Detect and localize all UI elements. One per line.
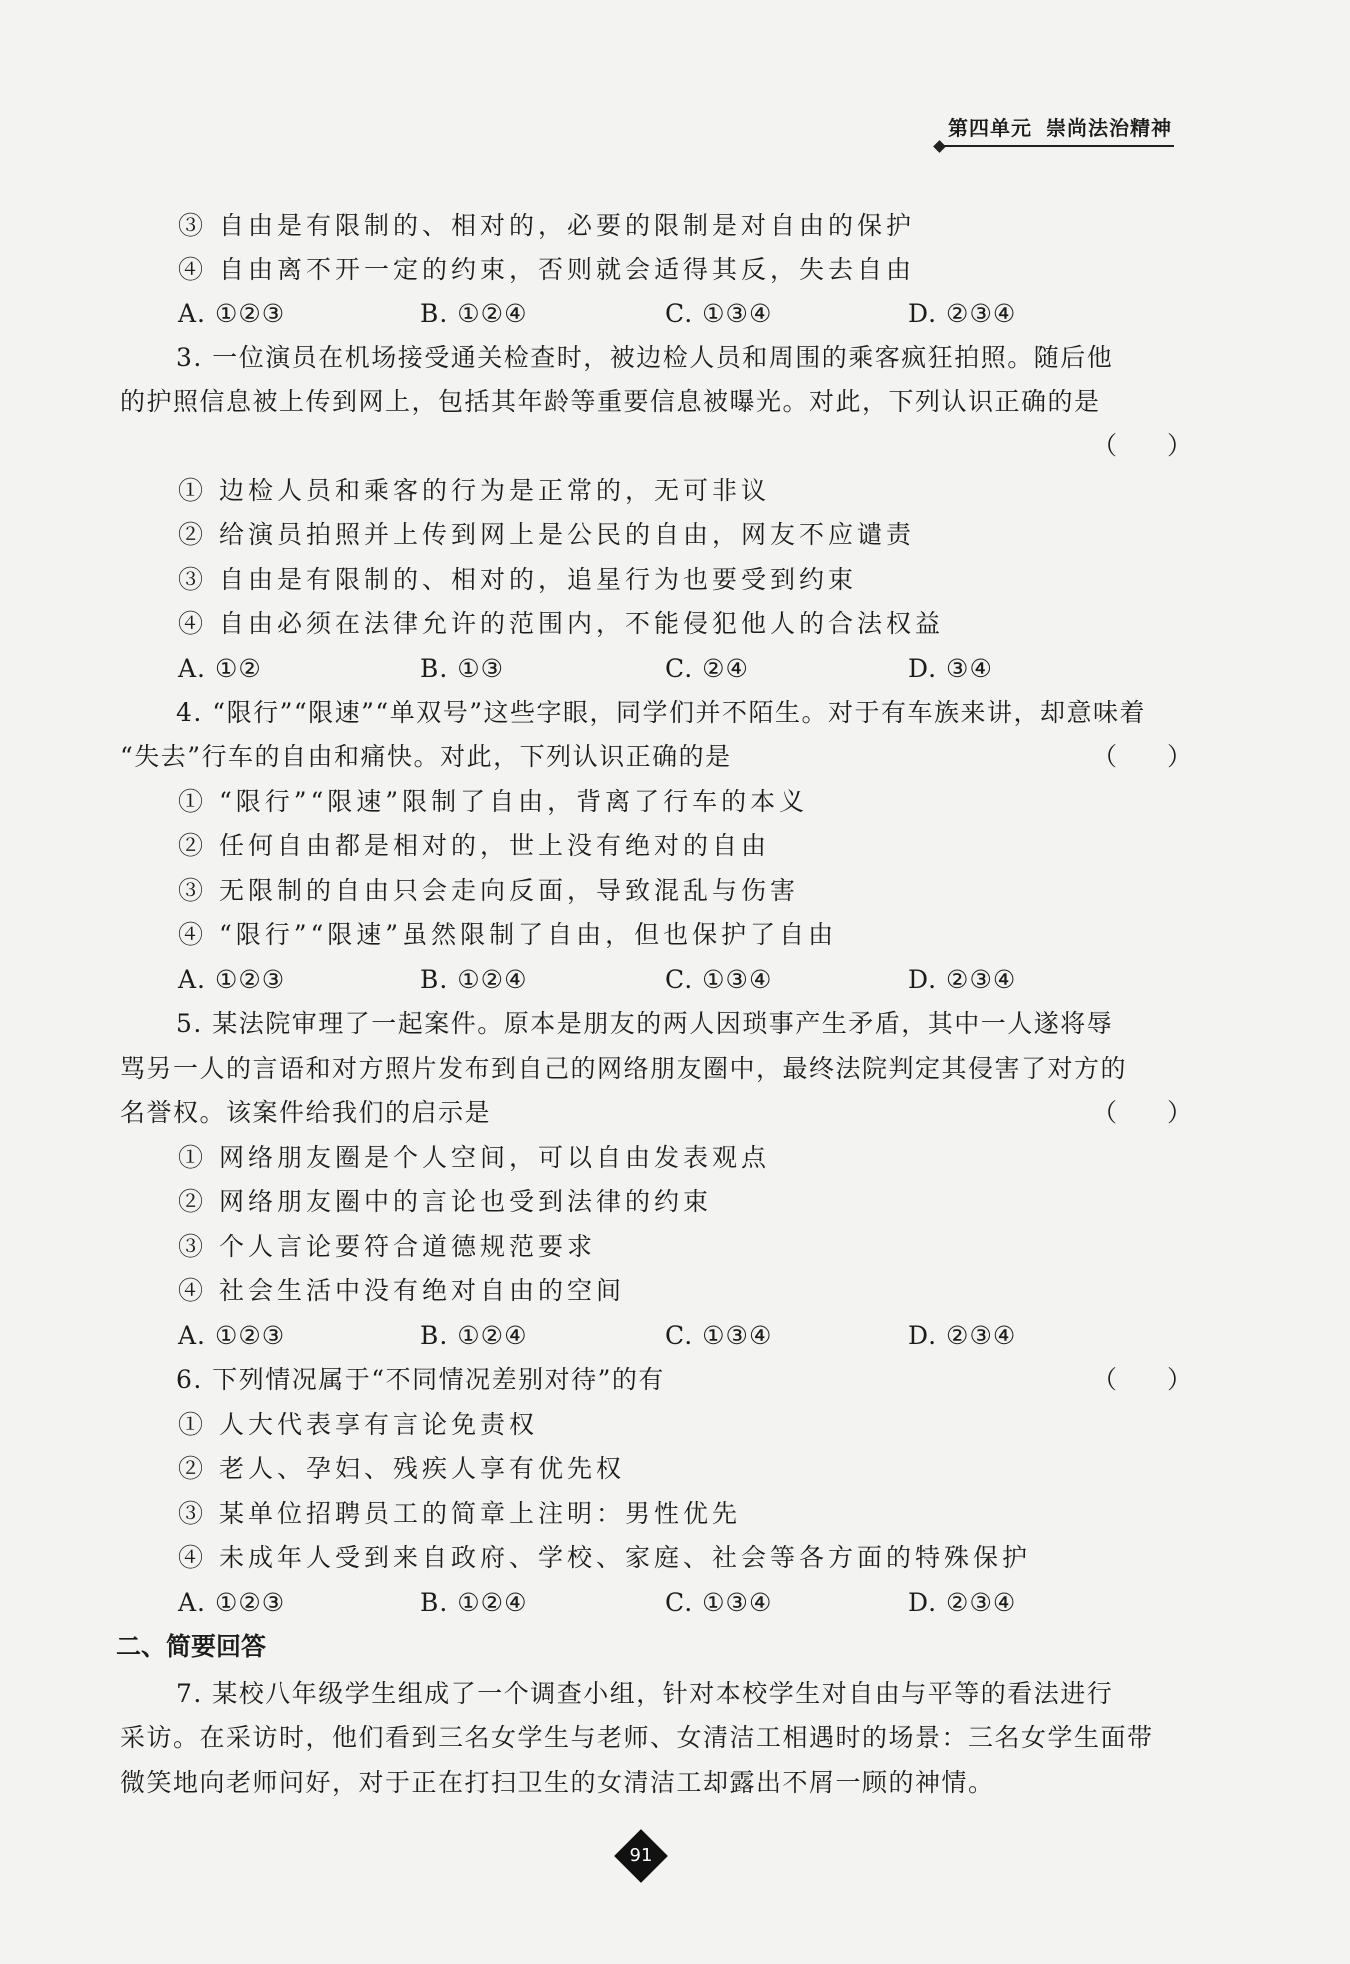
q3-option-d: D. ③④ [908,654,993,683]
q3-stem-line-1: 3. 一位演员在机场接受通关检查时，被边检人员和周围的乘客疯狂拍照。随后他 [176,343,1114,372]
q5-option-b: B. ①②④ [420,1321,528,1350]
page-number-badge [615,1830,667,1882]
header-title: 崇尚法治精神 [1046,116,1172,140]
q5-item-3: ③ 个人言论要符合道德规范要求 [178,1232,596,1261]
q6-option-c: C. ①③④ [665,1588,773,1617]
q2-option-c: C. ①③④ [665,299,773,328]
q5-answer-blank: （ ） [1092,1098,1193,1127]
q3-item-1: ① 边检人员和乘客的行为是正常的，无可非议 [178,476,770,505]
header-unit: 第四单元 [948,116,1032,140]
q5-option-c: C. ①③④ [665,1321,773,1350]
q6-item-4: ④ 未成年人受到来自政府、学校、家庭、社会等各方面的特殊保护 [178,1543,1031,1572]
q3-item-3: ③ 自由是有限制的、相对的，追星行为也要受到约束 [178,565,857,594]
q3-option-b: B. ①③ [420,654,505,683]
section-title: 二、简要回答 [116,1632,267,1661]
q3-item-4: ④ 自由必须在法律允许的范围内，不能侵犯他人的合法权益 [178,609,944,638]
q4-item-1: ① “限行”“限速”限制了自由，背离了行车的本义 [178,787,809,816]
q4-item-2: ② 任何自由都是相对的，世上没有绝对的自由 [178,831,770,860]
q2-option-b: B. ①②④ [420,299,528,328]
q6-option-a: A. ①②③ [178,1588,286,1617]
q5-item-4: ④ 社会生活中没有绝对自由的空间 [178,1276,625,1305]
q5-stem-line-3: 名誉权。该案件给我们的启示是 [120,1098,492,1127]
q5-stem-line-1: 5. 某法院审理了一起案件。原本是朋友的两人因琐事产生矛盾，其中一人遂将辱 [176,1009,1114,1038]
q4-item-4: ④ “限行”“限速”虽然限制了自由，但也保护了自由 [178,920,838,949]
header-text [940,112,1174,147]
q6-item-1: ① 人大代表享有言论免责权 [178,1410,538,1439]
q4-item-3: ③ 无限制的自由只会走向反面，导致混乱与伤害 [178,876,799,905]
q7-stem-line-3: 微笑地向老师问好，对于正在打扫卫生的女清洁工却露出不屑一顾的神情。 [120,1768,995,1797]
q6-item-3: ③ 某单位招聘员工的简章上注明：男性优先 [178,1499,741,1528]
q4-option-a: A. ①②③ [178,965,286,994]
q4-stem-line-2: “失去”行车的自由和痛快。对此，下列认识正确的是 [120,742,732,771]
q2-item-4: ④ 自由离不开一定的约束，否则就会适得其反，失去自由 [178,255,915,284]
q5-item-2: ② 网络朋友圈中的言论也受到法律的约束 [178,1187,712,1216]
q6-answer-blank: （ ） [1092,1365,1193,1394]
q3-answer-blank: （ ） [1092,431,1193,460]
q4-stem-line-1: 4. “限行”“限速”“单双号”这些字眼，同学们并不陌生。对于有车族来讲，却意味着 [176,698,1146,727]
q3-option-a: A. ①② [178,654,262,683]
q3-option-c: C. ②④ [665,654,749,683]
q4-option-b: B. ①②④ [420,965,528,994]
q3-stem-line-2: 的护照信息被上传到网上，包括其年龄等重要信息被曝光。对此，下列认识正确的是 [120,387,1101,416]
page-number: 91 [629,1845,653,1866]
q7-stem-line-2: 采访。在采访时，他们看到三名女学生与老师、女清洁工相遇时的场景：三名女学生面带 [120,1723,1154,1752]
q5-item-1: ① 网络朋友圈是个人空间，可以自由发表观点 [178,1143,770,1172]
q3-item-2: ② 给演员拍照并上传到网上是公民的自由，网友不应谴责 [178,520,915,549]
q6-stem-line-1: 6. 下列情况属于“不同情况差别对待”的有 [176,1365,665,1394]
q2-option-a: A. ①②③ [178,299,286,328]
q6-option-d: D. ②③④ [908,1588,1017,1617]
q5-stem-line-2: 骂另一人的言语和对方照片发布到自己的网络朋友圈中，最终法院判定其侵害了对方的 [120,1054,1128,1083]
q6-option-b: B. ①②④ [420,1588,528,1617]
q4-option-c: C. ①③④ [665,965,773,994]
q7-stem-line-1: 7. 某校八年级学生组成了一个调查小组，针对本校学生对自由与平等的看法进行 [176,1679,1114,1708]
q2-item-3: ③ 自由是有限制的、相对的，必要的限制是对自由的保护 [178,211,915,240]
q4-answer-blank: （ ） [1092,742,1193,771]
running-header [935,112,1174,147]
q6-item-2: ② 老人、孕妇、残疾人享有优先权 [178,1454,625,1483]
q5-option-d: D. ②③④ [908,1321,1017,1350]
q5-option-a: A. ①②③ [178,1321,286,1350]
q2-option-d: D. ②③④ [908,299,1017,328]
q4-option-d: D. ②③④ [908,965,1017,994]
